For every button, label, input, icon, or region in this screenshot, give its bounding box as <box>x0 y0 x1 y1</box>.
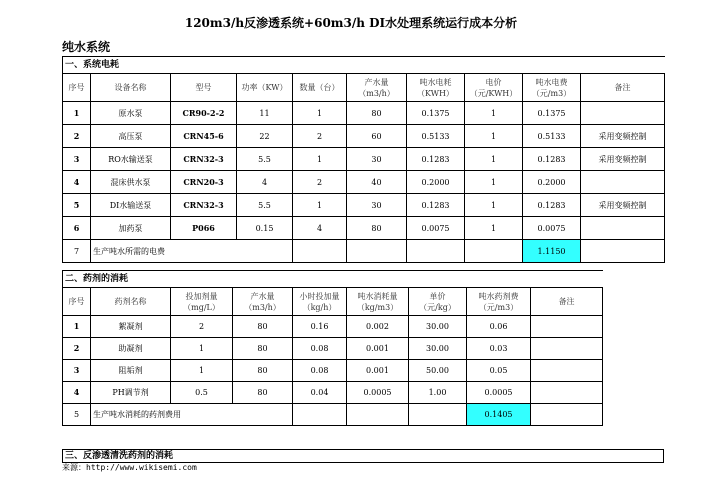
column-header: 单价 （元/kg） <box>409 288 467 316</box>
table-cell: 2 <box>293 125 347 148</box>
table-cell: 40 <box>347 171 407 194</box>
table-cell: 原水泵 <box>91 102 171 125</box>
column-header: 产水量 （m3/h） <box>347 74 407 102</box>
table-cell <box>581 217 665 240</box>
table-cell: 0.2000 <box>523 171 581 194</box>
cleaning-table <box>62 449 664 463</box>
table-cell: 0.1375 <box>407 102 465 125</box>
column-header: 序号 <box>63 288 91 316</box>
column-header: 功率（KW） <box>237 74 293 102</box>
table-cell: 0.05 <box>467 360 531 382</box>
table-cell: 0.0005 <box>467 382 531 404</box>
table-cell: 1 <box>465 217 523 240</box>
table-cell: 4 <box>237 171 293 194</box>
section-title-chemicals: 二、药剂的消耗 <box>63 271 603 288</box>
table-row <box>63 338 603 360</box>
total-label: 生产吨水消耗的药剂费用 <box>91 404 293 426</box>
table-row <box>63 194 665 217</box>
table-row <box>63 360 603 382</box>
table-row <box>63 382 603 404</box>
table-cell: 3 <box>63 148 91 171</box>
table-cell: 80 <box>233 360 293 382</box>
table-cell: 3 <box>63 360 91 382</box>
table-cell: 1.00 <box>409 382 467 404</box>
total-value: 0.1405 <box>467 404 531 426</box>
table-cell: 0.04 <box>293 382 347 404</box>
table-row <box>63 217 665 240</box>
table-row <box>63 148 665 171</box>
table-cell: 0.1283 <box>407 148 465 171</box>
table-cell: 0.001 <box>347 360 409 382</box>
table-cell: 0.06 <box>467 316 531 338</box>
electricity-table <box>62 56 665 263</box>
column-header: 吨水消耗量 （kg/m3） <box>347 288 409 316</box>
table-cell: CR90-2-2 <box>171 102 237 125</box>
empty-cell <box>407 240 465 263</box>
column-header: 序号 <box>63 74 91 102</box>
table-cell: 1 <box>293 148 347 171</box>
table-cell: 1 <box>293 194 347 217</box>
column-header: 投加剂量 （mg/L） <box>171 288 233 316</box>
column-header: 吨水药剂费 （元/m3） <box>467 288 531 316</box>
table-cell: 2 <box>63 125 91 148</box>
table-cell: CRN32-3 <box>171 194 237 217</box>
table-cell: 60 <box>347 125 407 148</box>
table-cell: 1 <box>171 360 233 382</box>
table-cell: 0.5 <box>171 382 233 404</box>
table-cell: 0.08 <box>293 338 347 360</box>
column-header: 数量（台） <box>293 74 347 102</box>
table-row <box>63 102 665 125</box>
table-cell: 1 <box>465 171 523 194</box>
table-cell: 2 <box>63 338 91 360</box>
table-cell: 高压泵 <box>91 125 171 148</box>
table-cell: 30 <box>347 194 407 217</box>
column-header: 药剂名称 <box>91 288 171 316</box>
table-cell: 50.00 <box>409 360 467 382</box>
table-cell: 5 <box>63 194 91 217</box>
table-cell: 0.03 <box>467 338 531 360</box>
table-cell: 80 <box>347 217 407 240</box>
table-cell: 1 <box>171 338 233 360</box>
table-cell: 2 <box>171 316 233 338</box>
table-cell: 0.001 <box>347 338 409 360</box>
table-cell: 0.0075 <box>407 217 465 240</box>
empty-cell <box>465 240 523 263</box>
table-cell: 0.15 <box>237 217 293 240</box>
table-row <box>63 171 665 194</box>
table-cell: 采用变频控制 <box>581 125 665 148</box>
table-cell: 80 <box>233 338 293 360</box>
column-header: 备注 <box>581 74 665 102</box>
table-cell: 0.5133 <box>407 125 465 148</box>
table-cell: 采用变频控制 <box>581 148 665 171</box>
empty-cell <box>347 404 409 426</box>
table-cell <box>581 171 665 194</box>
column-header: 吨水电费 （元/m3） <box>523 74 581 102</box>
table-cell: PH调节剂 <box>91 382 171 404</box>
table-cell: 11 <box>237 102 293 125</box>
table-cell: 0.08 <box>293 360 347 382</box>
table-cell: 0.0005 <box>347 382 409 404</box>
section-title-electricity: 一、系统电耗 <box>63 57 665 74</box>
table-cell: 30.00 <box>409 338 467 360</box>
column-header: 备注 <box>531 288 603 316</box>
column-header: 产水量 （m3/h） <box>233 288 293 316</box>
source-note: 来源：http://www.wikisemi.com <box>62 463 197 472</box>
table-cell: P066 <box>171 217 237 240</box>
empty-cell <box>531 404 603 426</box>
table-cell: 4 <box>293 217 347 240</box>
table-cell: 加药泵 <box>91 217 171 240</box>
table-cell: 1 <box>465 102 523 125</box>
table-cell: 80 <box>233 316 293 338</box>
table-cell: CRN20-3 <box>171 171 237 194</box>
table-cell: 助凝剂 <box>91 338 171 360</box>
empty-cell <box>409 404 467 426</box>
table-cell <box>531 382 603 404</box>
total-row <box>63 240 665 263</box>
table-cell: 30.00 <box>409 316 467 338</box>
table-cell: 絮凝剂 <box>91 316 171 338</box>
table-cell <box>581 102 665 125</box>
column-header: 型号 <box>171 74 237 102</box>
table-cell: 22 <box>237 125 293 148</box>
table-cell: 0.16 <box>293 316 347 338</box>
total-value: 1.1150 <box>523 240 581 263</box>
total-index: 7 <box>63 240 91 263</box>
table-cell: CRN45-6 <box>171 125 237 148</box>
table-cell: 80 <box>233 382 293 404</box>
column-header: 吨水电耗 （KWH） <box>407 74 465 102</box>
chemicals-table <box>62 270 603 426</box>
table-cell: 0.2000 <box>407 171 465 194</box>
table-cell: 4 <box>63 171 91 194</box>
table-cell: 1 <box>465 125 523 148</box>
table-cell: 采用变频控制 <box>581 194 665 217</box>
table-cell: 6 <box>63 217 91 240</box>
total-row <box>63 404 603 426</box>
table-cell: DI水输送泵 <box>91 194 171 217</box>
table-cell: 1 <box>293 102 347 125</box>
table-cell: 0.5133 <box>523 125 581 148</box>
section-subtitle: 纯水系统 <box>62 40 111 54</box>
table-cell: 0.1375 <box>523 102 581 125</box>
table-cell <box>531 338 603 360</box>
table-cell: 4 <box>63 382 91 404</box>
table-cell <box>531 360 603 382</box>
empty-cell <box>581 240 665 263</box>
table-cell: 0.1283 <box>523 148 581 171</box>
empty-cell <box>293 404 347 426</box>
table-cell: 2 <box>293 171 347 194</box>
total-index: 5 <box>63 404 91 426</box>
table-cell: 0.1283 <box>407 194 465 217</box>
table-cell: 1 <box>63 316 91 338</box>
column-header: 小时投加量 （kg/h） <box>293 288 347 316</box>
table-cell: 1 <box>465 148 523 171</box>
table-cell <box>531 316 603 338</box>
table-cell: 混床供水泵 <box>91 171 171 194</box>
table-cell: RO水输送泵 <box>91 148 171 171</box>
table-cell: 阻垢剂 <box>91 360 171 382</box>
table-cell: 1 <box>465 194 523 217</box>
column-header: 电价 （元/KWH） <box>465 74 523 102</box>
empty-cell <box>293 240 347 263</box>
empty-cell <box>347 240 407 263</box>
table-cell: CRN32-3 <box>171 148 237 171</box>
column-header: 设备名称 <box>91 74 171 102</box>
table-cell: 5.5 <box>237 148 293 171</box>
table-row <box>63 125 665 148</box>
table-cell: 0.1283 <box>523 194 581 217</box>
total-label: 生产吨水所需的电费 <box>91 240 293 263</box>
table-cell: 5.5 <box>237 194 293 217</box>
table-cell: 30 <box>347 148 407 171</box>
table-cell: 0.002 <box>347 316 409 338</box>
page-title: 120m3/h反渗透系统+60m3/h DI水处理系统运行成本分析 <box>184 16 518 30</box>
table-cell: 80 <box>347 102 407 125</box>
table-cell: 0.0075 <box>523 217 581 240</box>
section-title-cleaning: 三、反渗透清洗药剂的消耗 <box>63 450 664 463</box>
table-cell: 1 <box>63 102 91 125</box>
table-row <box>63 316 603 338</box>
